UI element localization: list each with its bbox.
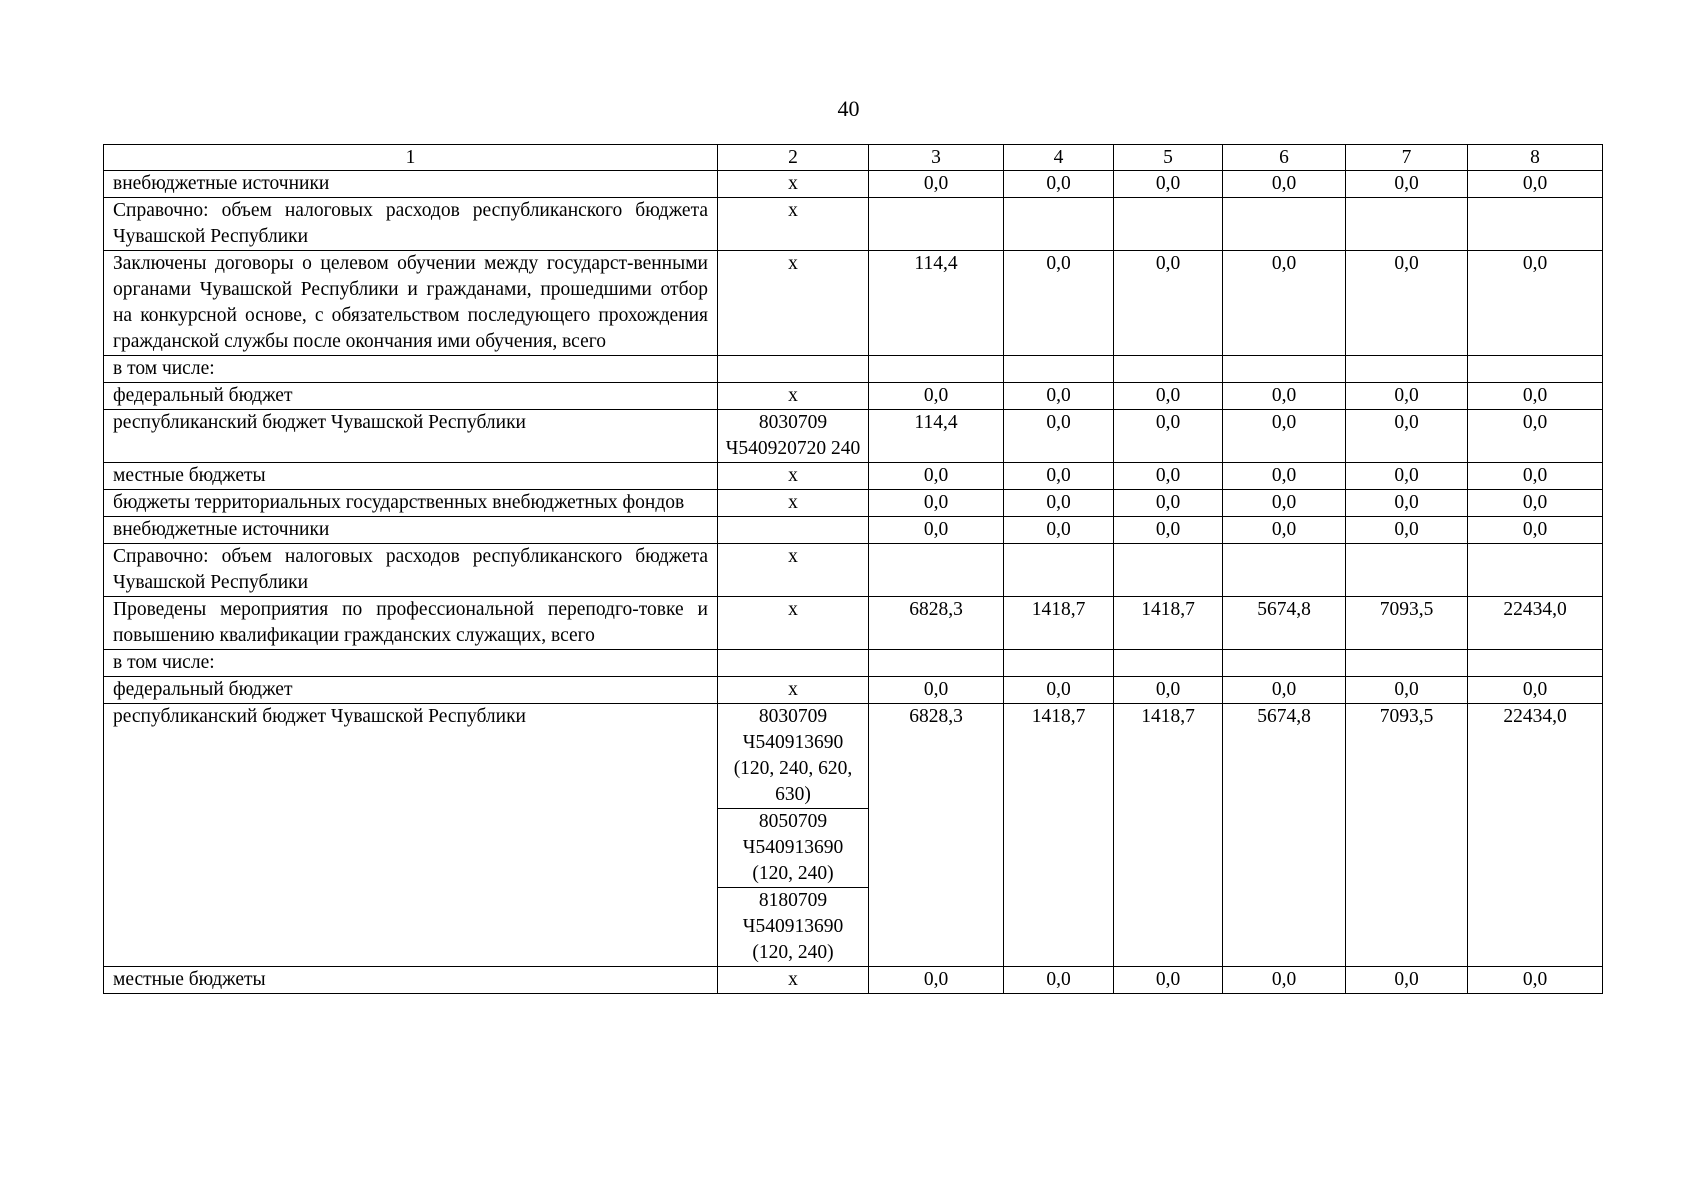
value-cell: 0,0 <box>1346 967 1468 994</box>
value-cell: 0,0 <box>1223 517 1346 544</box>
value-cell: 0,0 <box>1004 677 1114 704</box>
budget-code: х <box>788 679 798 700</box>
value-cell: 0,0 <box>1346 171 1468 198</box>
value-cell <box>1468 544 1603 597</box>
row-description: в том числе: <box>104 356 718 383</box>
column-number: 4 <box>1004 145 1114 171</box>
table-row <box>104 383 1603 410</box>
value-cell <box>1346 356 1468 383</box>
budget-code-cell <box>718 171 869 198</box>
value-cell: 0,0 <box>1346 677 1468 704</box>
table-row <box>104 650 1603 677</box>
value-cell: 114,4 <box>869 410 1004 463</box>
budget-code: х <box>788 465 798 486</box>
value-cell: 0,0 <box>1223 967 1346 994</box>
value-cell: 0,0 <box>1468 677 1603 704</box>
value-cell: 1418,7 <box>1004 704 1114 967</box>
value-cell <box>1468 198 1603 251</box>
value-cell <box>869 356 1004 383</box>
budget-code: х <box>788 200 798 221</box>
value-cell: 0,0 <box>869 171 1004 198</box>
budget-code: 8030709 Ч540913690 (120, 240, 620, 630) <box>733 706 853 805</box>
value-cell: 0,0 <box>1346 410 1468 463</box>
value-cell: 0,0 <box>1114 383 1223 410</box>
budget-code-cell <box>718 356 869 383</box>
value-cell: 0,0 <box>1468 251 1603 356</box>
value-cell <box>1114 650 1223 677</box>
value-cell: 114,4 <box>869 251 1004 356</box>
budget-code: х <box>788 173 798 194</box>
value-cell: 0,0 <box>1468 410 1603 463</box>
budget-code: 8030709 Ч540920720 240 <box>725 412 861 459</box>
budget-code: 8180709 Ч540913690 (120, 240) <box>718 887 868 966</box>
value-cell <box>1004 198 1114 251</box>
value-cell: 0,0 <box>1468 517 1603 544</box>
budget-code-cell <box>718 383 869 410</box>
value-cell: 0,0 <box>1346 490 1468 517</box>
row-description: федеральный бюджет <box>104 677 718 704</box>
budget-code: х <box>788 385 798 406</box>
value-cell: 1418,7 <box>1114 597 1223 650</box>
value-cell: 0,0 <box>1346 251 1468 356</box>
column-number-row <box>104 145 1603 171</box>
value-cell <box>869 544 1004 597</box>
budget-code: х <box>788 492 798 513</box>
value-cell: 0,0 <box>1114 967 1223 994</box>
column-number: 3 <box>869 145 1004 171</box>
column-number: 1 <box>104 145 718 171</box>
value-cell: 0,0 <box>1114 463 1223 490</box>
value-cell <box>1346 544 1468 597</box>
value-cell: 0,0 <box>869 463 1004 490</box>
value-cell: 0,0 <box>1468 967 1603 994</box>
column-number: 2 <box>718 145 869 171</box>
budget-code: х <box>788 546 798 567</box>
value-cell <box>869 198 1004 251</box>
value-cell <box>1223 650 1346 677</box>
value-cell <box>1114 356 1223 383</box>
value-cell: 0,0 <box>869 677 1004 704</box>
value-cell: 22434,0 <box>1468 597 1603 650</box>
value-cell: 0,0 <box>1468 383 1603 410</box>
value-cell: 0,0 <box>1004 490 1114 517</box>
table-row <box>104 967 1603 994</box>
value-cell: 0,0 <box>1004 967 1114 994</box>
row-description: местные бюджеты <box>104 967 718 994</box>
row-description: внебюджетные источники <box>104 171 718 198</box>
value-cell: 0,0 <box>1223 251 1346 356</box>
table-row <box>104 251 1603 356</box>
column-number: 8 <box>1468 145 1603 171</box>
value-cell: 0,0 <box>1114 251 1223 356</box>
table-row <box>104 704 1603 967</box>
column-number: 6 <box>1223 145 1346 171</box>
row-description: Проведены мероприятия по профессиональной переподго-товке и повышению квалификации гражданских служащих, всего <box>104 597 718 650</box>
value-cell: 5674,8 <box>1223 597 1346 650</box>
value-cell: 0,0 <box>1223 677 1346 704</box>
budget-code-cell <box>718 198 869 251</box>
value-cell <box>1223 544 1346 597</box>
value-cell: 7093,5 <box>1346 597 1468 650</box>
value-cell <box>1114 544 1223 597</box>
value-cell: 6828,3 <box>869 704 1004 967</box>
table-row <box>104 356 1603 383</box>
row-description: Справочно: объем налоговых расходов республиканского бюджета Чувашской Республики <box>104 198 718 251</box>
value-cell: 0,0 <box>869 490 1004 517</box>
table-row <box>104 517 1603 544</box>
budget-code: х <box>788 599 798 620</box>
value-cell: 0,0 <box>1004 463 1114 490</box>
value-cell: 0,0 <box>1223 410 1346 463</box>
table-row <box>104 490 1603 517</box>
budget-code-cell <box>718 490 869 517</box>
value-cell: 6828,3 <box>869 597 1004 650</box>
table-row <box>104 544 1603 597</box>
value-cell: 0,0 <box>1114 490 1223 517</box>
table-row <box>104 677 1603 704</box>
value-cell: 0,0 <box>1114 677 1223 704</box>
budget-code-cell <box>718 251 869 356</box>
row-description: федеральный бюджет <box>104 383 718 410</box>
budget-code-cell <box>718 967 869 994</box>
value-cell: 0,0 <box>1468 463 1603 490</box>
row-description: республиканский бюджет Чувашской Республики <box>104 704 718 967</box>
value-cell: 0,0 <box>869 383 1004 410</box>
value-cell <box>1468 650 1603 677</box>
table-row <box>104 171 1603 198</box>
row-description: Заключены договоры о целевом обучении между государст-венными органами Чувашской Республики и гражданами, прошедшими отбор на конкурсной основе, с обязательством последующего прохождения гражданской службы после окончания ими обучения, всего <box>104 251 718 356</box>
value-cell: 0,0 <box>1004 171 1114 198</box>
budget-table <box>103 144 1603 994</box>
value-cell: 0,0 <box>1223 383 1346 410</box>
table-row <box>104 198 1603 251</box>
row-description: Справочно: объем налоговых расходов республиканского бюджета Чувашской Республики <box>104 544 718 597</box>
table-row <box>104 597 1603 650</box>
value-cell <box>869 650 1004 677</box>
value-cell <box>1346 650 1468 677</box>
value-cell <box>1004 544 1114 597</box>
value-cell: 0,0 <box>869 517 1004 544</box>
value-cell: 7093,5 <box>1346 704 1468 967</box>
value-cell: 0,0 <box>1223 463 1346 490</box>
table-row <box>104 463 1603 490</box>
value-cell <box>1114 198 1223 251</box>
budget-code-cell <box>718 463 869 490</box>
value-cell: 0,0 <box>1114 517 1223 544</box>
value-cell: 0,0 <box>1114 171 1223 198</box>
value-cell: 0,0 <box>1223 490 1346 517</box>
row-description: в том числе: <box>104 650 718 677</box>
column-number: 7 <box>1346 145 1468 171</box>
row-description: внебюджетные источники <box>104 517 718 544</box>
value-cell: 0,0 <box>1468 490 1603 517</box>
value-cell: 0,0 <box>1114 410 1223 463</box>
page-number: 40 <box>837 96 860 121</box>
value-cell: 0,0 <box>1346 517 1468 544</box>
value-cell: 0,0 <box>1004 251 1114 356</box>
value-cell: 0,0 <box>869 967 1004 994</box>
budget-code-cell <box>718 544 869 597</box>
value-cell: 0,0 <box>1004 383 1114 410</box>
value-cell: 1418,7 <box>1004 597 1114 650</box>
value-cell: 0,0 <box>1223 171 1346 198</box>
table-row <box>104 410 1603 463</box>
budget-code-cell <box>718 410 869 463</box>
value-cell: 0,0 <box>1004 517 1114 544</box>
value-cell <box>1004 650 1114 677</box>
budget-code-cell <box>718 650 869 677</box>
value-cell <box>1223 356 1346 383</box>
value-cell: 0,0 <box>1346 383 1468 410</box>
budget-code: х <box>788 969 798 990</box>
row-description: бюджеты территориальных государственных внебюджетных фондов <box>104 490 718 517</box>
value-cell: 1418,7 <box>1114 704 1223 967</box>
value-cell <box>1468 356 1603 383</box>
budget-code: х <box>788 253 798 274</box>
column-number: 5 <box>1114 145 1223 171</box>
budget-code-cell <box>718 704 869 967</box>
value-cell: 0,0 <box>1004 410 1114 463</box>
value-cell: 22434,0 <box>1468 704 1603 967</box>
budget-code-cell <box>718 517 869 544</box>
value-cell: 0,0 <box>1468 171 1603 198</box>
budget-code-cell <box>718 677 869 704</box>
budget-code: 8050709 Ч540913690 (120, 240) <box>718 808 868 887</box>
row-description: республиканский бюджет Чувашской Республики <box>104 410 718 463</box>
value-cell: 0,0 <box>1346 463 1468 490</box>
value-cell <box>1223 198 1346 251</box>
row-description: местные бюджеты <box>104 463 718 490</box>
budget-code-cell <box>718 597 869 650</box>
value-cell <box>1346 198 1468 251</box>
value-cell: 5674,8 <box>1223 704 1346 967</box>
value-cell <box>1004 356 1114 383</box>
